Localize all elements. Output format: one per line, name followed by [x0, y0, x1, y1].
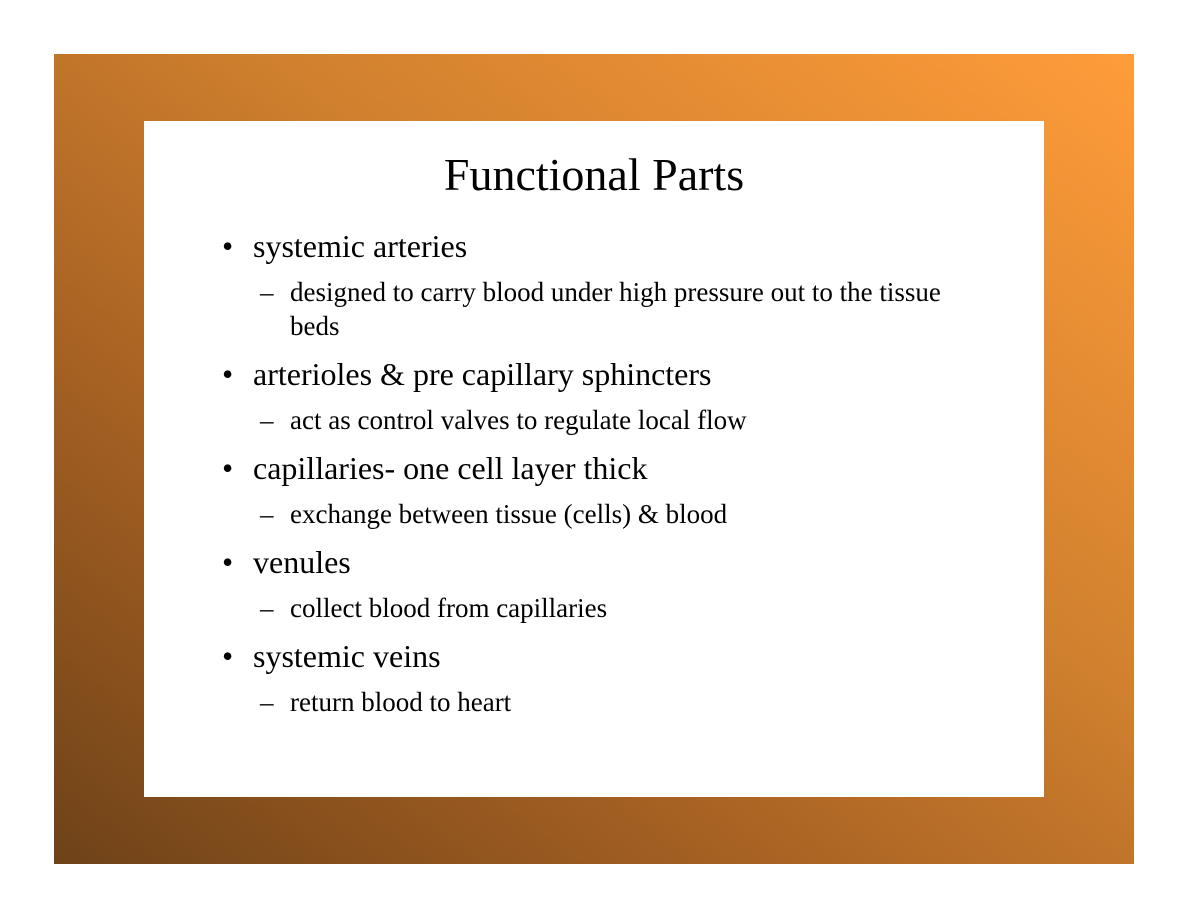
dash-icon: –: [260, 405, 274, 435]
sub-bullet-row: [260, 591, 950, 625]
bullet-row: [222, 449, 1022, 487]
bullet-row: [222, 227, 1022, 265]
sub-bullet-label: designed to carry blood under high pressure out to the tissue beds: [290, 277, 941, 341]
bullet-icon: •: [222, 228, 234, 264]
bullet-row: [222, 637, 1022, 675]
bullet-label: arterioles & pre capillary sphincters: [253, 356, 712, 392]
bullet-icon: •: [222, 356, 234, 392]
sub-bullet-label: collect blood from capillaries: [290, 593, 608, 623]
sub-bullet-label: exchange between tissue (cells) & blood: [290, 499, 728, 529]
bullet-label: venules: [253, 544, 351, 580]
dash-icon: –: [260, 687, 274, 717]
list-item: [222, 227, 1022, 343]
bullet-icon: •: [222, 544, 234, 580]
bullet-row: [222, 355, 1022, 393]
bullet-label: systemic veins: [253, 638, 441, 674]
sub-bullet-label: return blood to heart: [290, 687, 512, 717]
sub-bullet-label: act as control valves to regulate local flow: [290, 405, 747, 435]
bullet-icon: •: [222, 450, 234, 486]
sub-bullet-row: [260, 497, 950, 531]
dash-icon: –: [260, 593, 274, 623]
sub-bullet-row: [260, 403, 950, 437]
bullet-row: [222, 543, 1022, 581]
bullet-icon: •: [222, 638, 234, 674]
sub-bullet-row: [260, 275, 950, 343]
list-item: [222, 355, 1022, 437]
bullet-label: capillaries- one cell layer thick: [253, 450, 648, 486]
slide-content-panel: [144, 121, 1044, 797]
dash-icon: –: [260, 277, 274, 307]
list-item: [222, 637, 1022, 719]
slide-title: Functional Parts: [443, 149, 745, 200]
bullet-list: [222, 227, 1022, 731]
list-item: [222, 449, 1022, 531]
dash-icon: –: [260, 499, 274, 529]
sub-bullet-row: [260, 685, 950, 719]
list-item: [222, 543, 1022, 625]
bullet-label: systemic arteries: [253, 228, 468, 264]
